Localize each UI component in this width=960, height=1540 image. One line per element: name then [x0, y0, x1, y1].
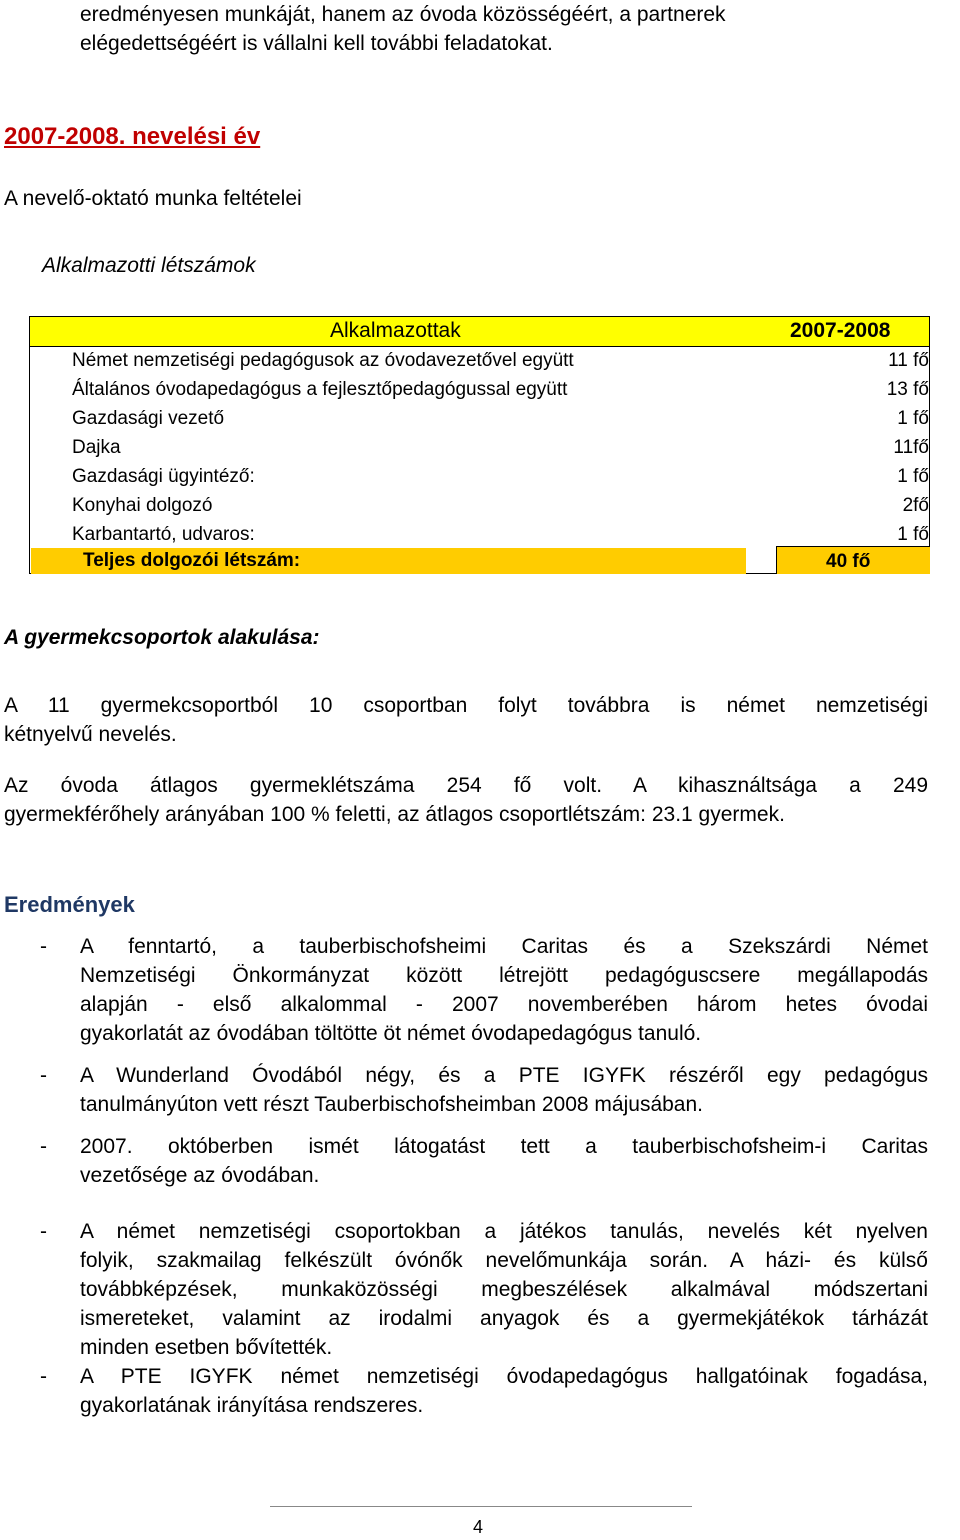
paragraph-line: Az óvoda átlagos gyermeklétszáma 254 fő volt. A kihasználtsága a 249	[4, 774, 928, 797]
table-row	[30, 405, 929, 434]
results-heading: Eredmények	[4, 892, 135, 917]
bullet-dash: -	[40, 935, 47, 958]
table-row	[30, 376, 929, 405]
bullet-line: tanulmányúton vett részt Tauberbischofsheimban 2008 májusában.	[80, 1093, 703, 1116]
intro-line-2: elégedettségéért is vállalni kell további feladatokat.	[80, 32, 553, 55]
staff-table-header-left: Alkalmazottak	[330, 319, 461, 342]
bullet-line: folyik, szakmailag felkészült óvónők nevelőmunkája során. A házi- és külső	[80, 1249, 928, 1272]
bullet-line: 2007. októberben ismét látogatást tett a tauberbischofsheim-i Caritas	[80, 1135, 928, 1158]
table-row-value: 1 fő	[897, 466, 929, 487]
table-row-value: 1 fő	[897, 524, 929, 545]
bullet-line: A fenntartó, a tauberbischofsheimi Caritas és a Szekszárdi Német	[80, 935, 928, 958]
table-row	[30, 463, 929, 492]
table-row-value: 2fő	[902, 495, 929, 516]
bullet-line: gyakorlatát az óvodában töltötte öt német óvodapedagógus tanuló.	[80, 1022, 702, 1045]
section-heading: A nevelő-oktató munka feltételei	[4, 187, 302, 210]
table-row-label: Gazdasági ügyintéző:	[72, 466, 255, 487]
bullet-text	[80, 1061, 928, 1119]
staff-table-header-right: 2007-2008	[790, 319, 891, 342]
footer-rule	[270, 1506, 692, 1507]
bullet-text	[80, 1132, 928, 1190]
bullet-line: A Wunderland Óvodából négy, és a PTE IGYFK részéről egy pedagógus	[80, 1064, 928, 1087]
paragraph-line: kétnyelvű nevelés.	[4, 723, 177, 746]
bullet-line: ismereteket, valamint az irodalmi anyagok és a gyermekjátékok tárházát	[80, 1307, 928, 1330]
table-row-label: Általános óvodapedagógus a fejlesztőpedagógussal együtt	[72, 379, 568, 400]
table-row-label: Konyhai dolgozó	[72, 495, 213, 516]
bullet-line: A német nemzetiségi csoportokban a játékos tanulás, nevelés két nyelven	[80, 1220, 928, 1243]
bullet-line: minden esetben bővítették.	[80, 1336, 333, 1359]
bullet-text	[80, 932, 928, 1048]
table-row-value: 11 fő	[888, 350, 929, 371]
paragraph-line: A 11 gyermekcsoportból 10 csoportban folyt továbbra is német nemzetiségi	[4, 694, 928, 717]
table-row-label: Karbantartó, udvaros:	[72, 524, 255, 545]
staff-table	[29, 316, 930, 574]
bullet-dash: -	[40, 1135, 47, 1158]
staff-table-header	[30, 317, 929, 347]
total-label: Teljes dolgozói létszám:	[83, 550, 301, 571]
paragraph-line: gyermekférőhely arányában 100 % feletti, az átlagos csoportlétszám: 23.1 gyermek.	[4, 803, 785, 826]
groups-paragraph-2	[4, 771, 928, 829]
groups-heading: A gyermekcsoportok alakulása:	[4, 626, 320, 649]
table-row-label: Gazdasági vezető	[72, 408, 225, 429]
bullet-line: A PTE IGYFK német nemzetiségi óvodapedagógus hallgatóinak fogadása,	[80, 1365, 928, 1388]
table-row-label: Dajka	[72, 437, 121, 458]
table-row	[30, 434, 929, 463]
total-value-cell	[776, 546, 930, 574]
bullet-line: Nemzetiségi Önkormányzat között létrejött pedagóguscsere megállapodás	[80, 964, 928, 987]
total-value: 40 fő	[826, 551, 871, 572]
bullet-line: vezetősége az óvodában.	[80, 1164, 320, 1187]
table-row-value: 13 fő	[886, 379, 929, 400]
bullet-line: gyakorlatának irányítása rendszeres.	[80, 1394, 424, 1417]
bullet-text	[80, 1362, 928, 1420]
bullet-dash: -	[40, 1365, 47, 1388]
intro-line-1: eredményesen munkáját, hanem az óvoda közösségéért, a partnerek	[80, 3, 726, 26]
page-number: 4	[473, 1517, 484, 1537]
bullet-dash: -	[40, 1064, 47, 1087]
table-row-value: 11fő	[893, 437, 929, 458]
bullet-dash: -	[40, 1220, 47, 1243]
total-label-cell	[31, 548, 746, 574]
table-row-label: Német nemzetiségi pedagógusok az óvodavezetővel együtt	[72, 350, 574, 371]
table-row	[30, 492, 929, 521]
table-row	[30, 347, 929, 376]
bullet-line: továbbképzések, munkaközösségi megbeszélések alkalmával módszertani	[80, 1278, 928, 1301]
year-heading: 2007-2008. nevelési év	[4, 123, 261, 150]
bullet-line: alapján - első alkalommal - 2007 novemberében három hetes óvodai	[80, 993, 928, 1016]
sub-heading: Alkalmazotti létszámok	[42, 254, 256, 277]
groups-paragraph-1	[4, 691, 928, 749]
table-row-value: 1 fő	[897, 408, 929, 429]
bullet-text	[80, 1217, 928, 1362]
